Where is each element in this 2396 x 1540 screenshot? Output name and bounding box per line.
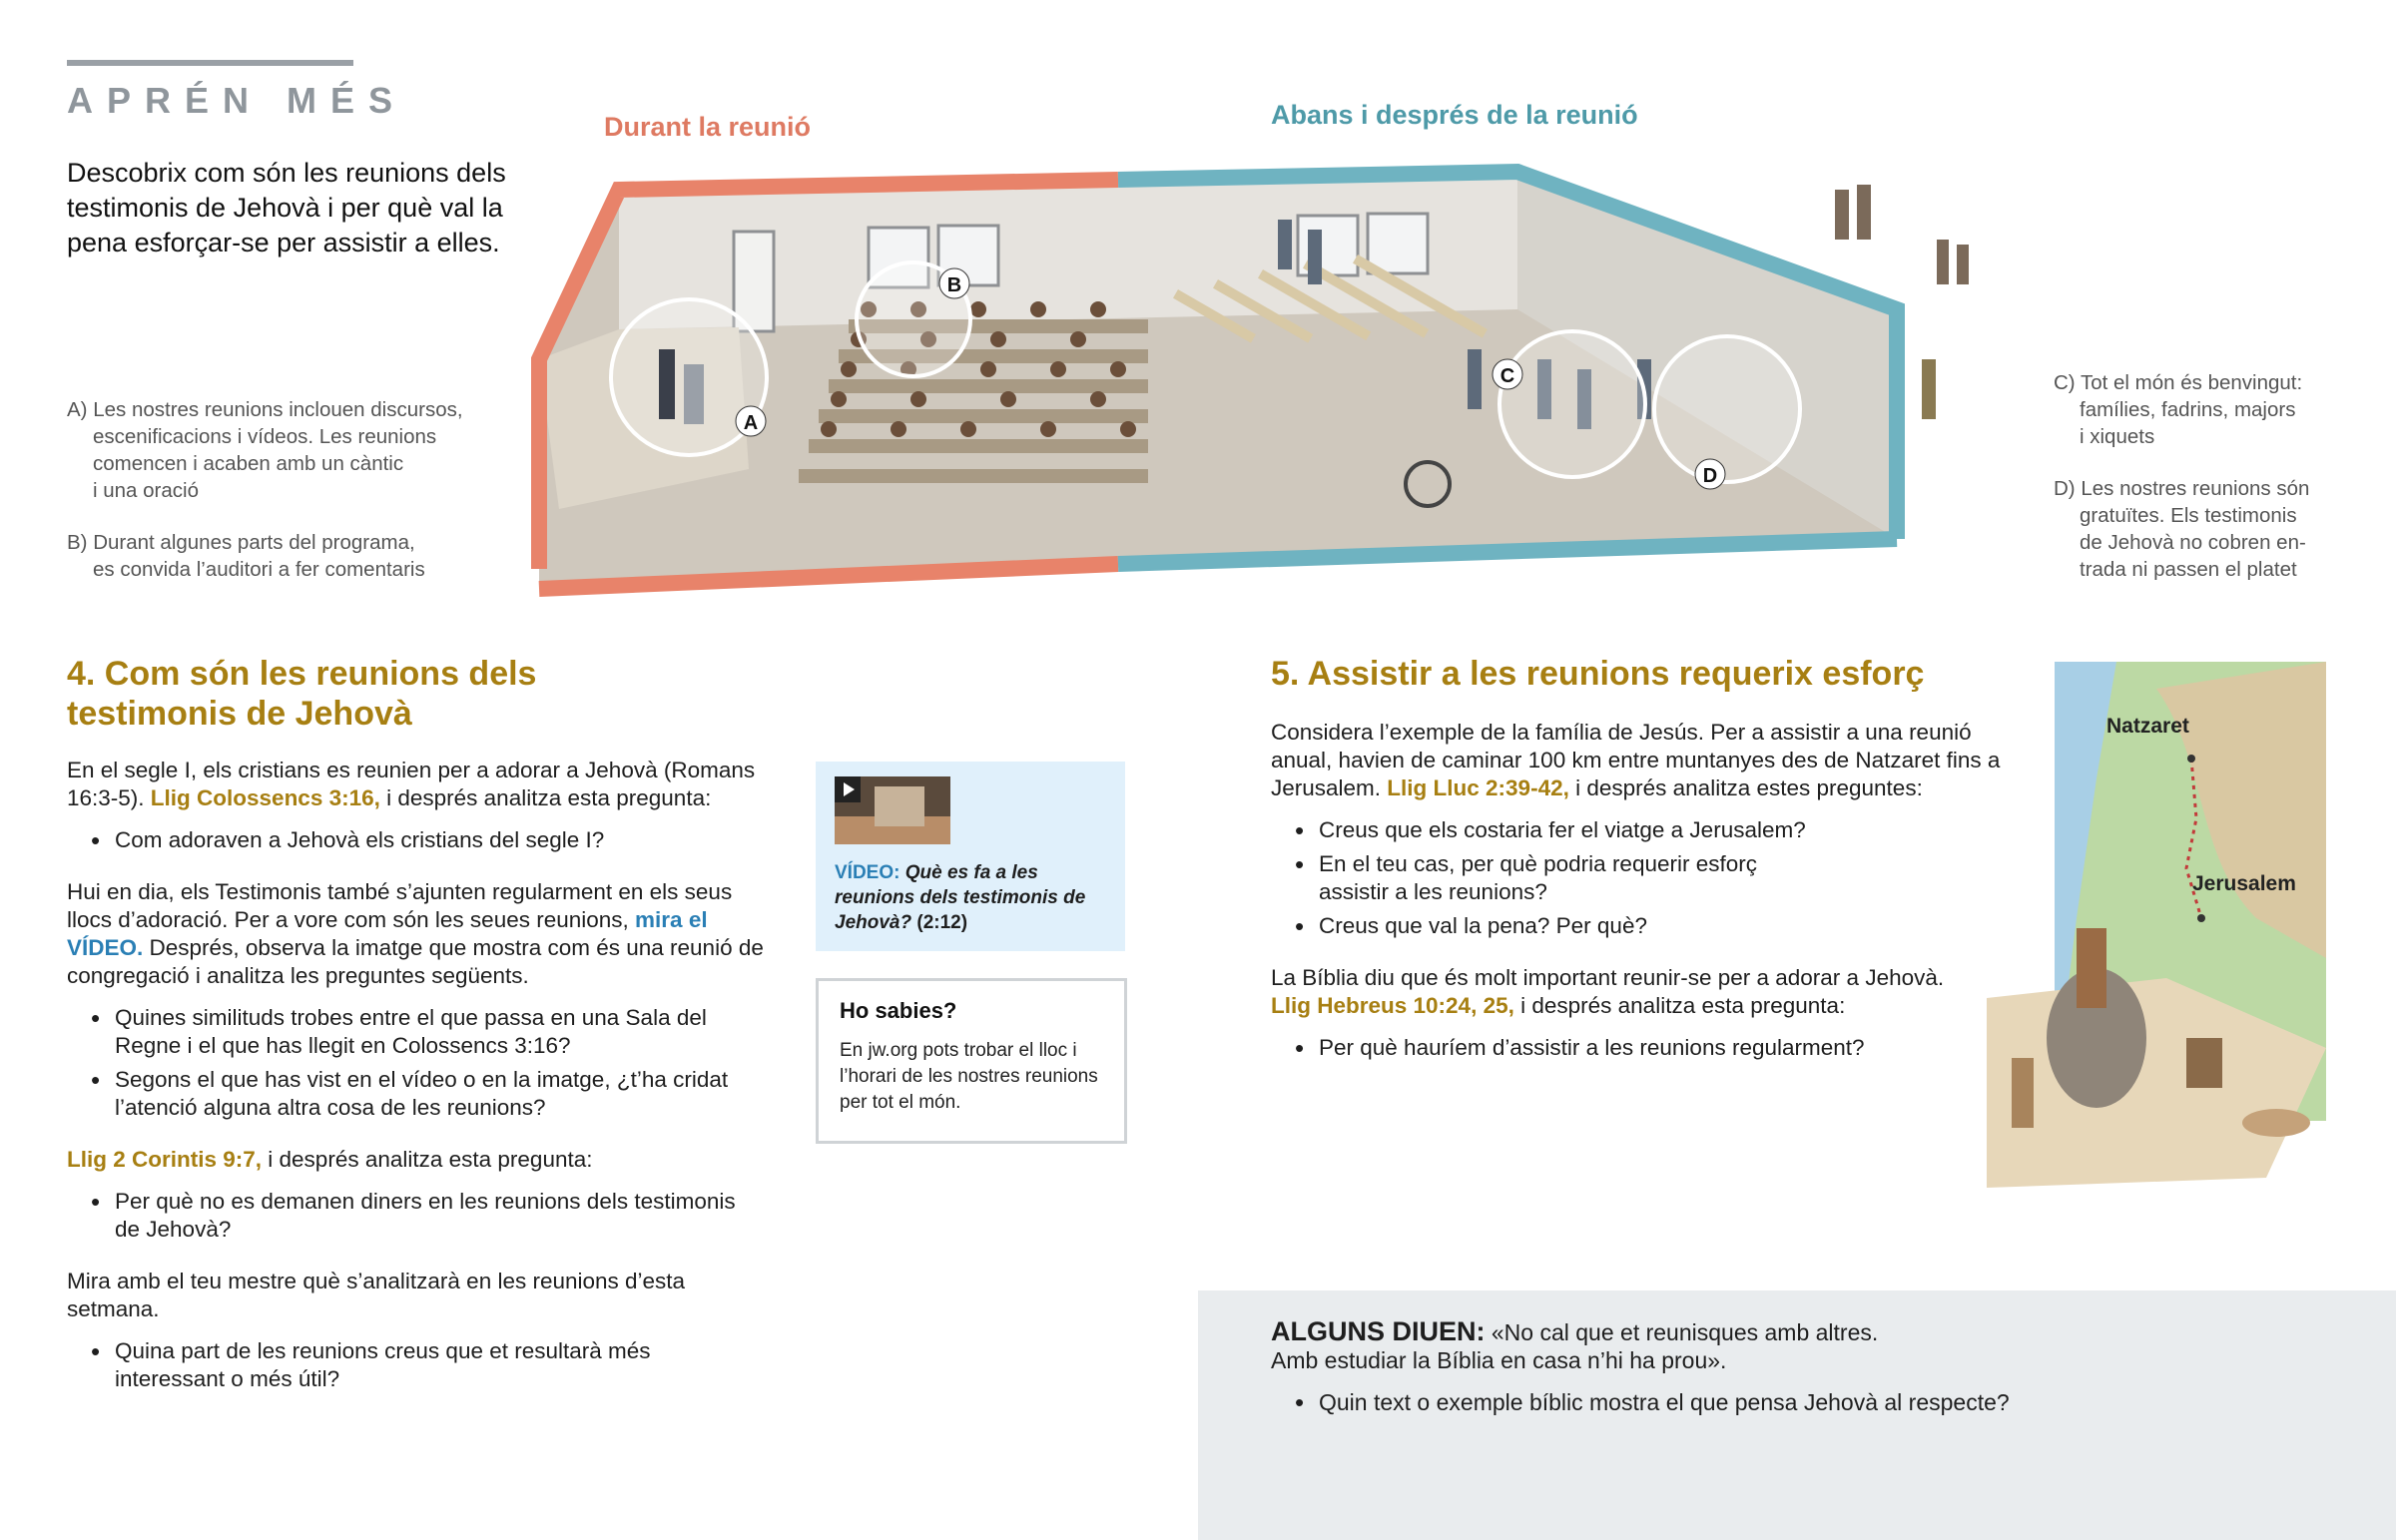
section-4-questions-3 [67,1188,766,1244]
section-4-questions-1 [67,826,766,854]
caption-d [2054,475,2373,583]
marker-d [1695,459,1725,489]
question-item [67,826,766,854]
caption-a-line: i una oració [93,479,199,502]
marker-b [939,268,969,298]
caption-c-line: i xiquets [2080,425,2155,448]
question-item: • Creus que val la pena? Per què? [1271,912,1830,940]
some-say-quote-line: Amb estudiar la Bíblia en casa n’hi ha prou». [1271,1347,1727,1373]
century-numeral: I [184,758,191,782]
caption-c-line: famílies, fadrins, majors [2080,398,2296,421]
marker-c [1493,359,1522,389]
section-5-questions-2 [1271,1034,2010,1062]
label-before-after-meeting: Abans i després de la reunió [1271,100,1638,130]
section-4-paragraph-2 [67,878,766,990]
text: Considera l’exemple de la família de Jesús. Per a assistir a una reunió anual, havien de caminar 100 km entre muntanyes des de Natzaret fins a Jerusalem. [1271,720,2001,800]
text: La Bíblia diu que és molt important reunir-se per a adorar a Jehovà. [1271,965,1945,990]
intro-text: Descobrix com són les reunions dels testimonis de Jehovà i per què val la pena esforçar-se per assistir a elles. [67,158,506,257]
caption-a-line: A) Les nostres reunions inclouen discursos, [67,398,463,421]
text: Com adoraven a Jehovà els cristians del segle [115,827,586,852]
city-dot [2187,755,2195,763]
text: i després analitza esta pregunta: [379,785,712,810]
speaker [659,349,675,419]
did-you-know-title: Ho sabies? [840,998,957,1023]
question-item: • Segons el que has vist en el vídeo o en la imatge, ¿t’ha cridat l’atenció alguna altra cosa de les reunions? [67,1066,766,1122]
section-4-heading-line: testimonis de Jehovà [67,695,412,733]
section-4-body [67,757,766,1399]
caption-a [67,396,506,504]
traveler-seated [2186,1038,2222,1088]
marker-a [736,406,766,436]
section-4-heading [67,654,626,734]
some-say-content [1271,1317,2269,1422]
caption-d-line: trada ni passen el platet [2080,558,2297,581]
section-4-paragraph-1 [67,757,766,812]
label-during-meeting: Durant la reunió [604,112,812,142]
section-4-paragraph-4: Mira amb el teu mestre què s’analitzarà en les reunions d’esta setmana. [67,1269,686,1321]
section-5-questions-1 [1271,816,1830,940]
question-item: • Quines similituds trobes entre el que passa en una Sala del Regne i el que has llegit en Colossencs 3:16? [67,1004,766,1060]
traveler-child [2012,1058,2034,1128]
some-say-questions [1271,1388,2269,1416]
text: i després analitza estes preguntes: [1568,775,1923,800]
text: Després, observa la imatge que mostra com és una reunió de congregació i analitza les preguntes següents. [67,935,764,988]
video-duration: (2:12) [916,912,968,933]
question-item: • Per què hauríem d’assistir a les reunions regularment? [1271,1034,2010,1062]
section-4-paragraph-3 [67,1146,766,1174]
video-link[interactable]: mira el VÍDEO. [67,907,708,960]
kingdom-hall-illustration [519,160,1977,609]
caption-b-line: B) Durant algunes parts del programa, [67,531,415,554]
header-rule [67,60,353,66]
podium [684,364,704,424]
question-item: • Quin text o exemple bíblic mostra el que pensa Jehovà al respecte? [1271,1388,2269,1416]
section-4-questions-4 [67,1337,766,1393]
marker-c-label: C [1499,365,1515,387]
question-item: • En el teu cas, per què podria requerir esforç assistir a les reunions? [1271,850,1830,906]
some-say-label: ALGUNS DIUEN: [1271,1316,1486,1346]
scripture-link-luke[interactable]: Llig Lluc 2:39-42, [1387,775,1569,800]
section-4-heading-line: 4. Com són les reunions dels [67,655,537,693]
caption-c-line: C) Tot el món és benvingut: [2054,371,2303,394]
caption-a-line: escenificacions i vídeos. Les reunions [93,425,437,448]
question-item: • Quina part de les reunions creus que et resultarà més interessant o més útil? [67,1337,766,1393]
video-title: Què es fa a les reunions dels testimonis de Jehovà? [835,862,1086,933]
city-label-nazareth: Natzaret [2106,715,2189,738]
caption-d-line: D) Les nostres reunions són [2054,477,2310,500]
scripture-link-hebrews[interactable]: Llig Hebreus 10:24, 25, [1271,993,1514,1018]
marker-d-label: D [1702,465,1718,487]
play-icon[interactable] [835,776,861,802]
century-numeral: I [585,827,592,852]
caption-d-line: de Jehovà no cobren en- [2080,531,2306,554]
video-label: VÍDEO: [835,862,900,883]
video-thumbnail[interactable] [835,776,950,844]
bedroll [2242,1109,2310,1137]
section-5-paragraph-2 [1271,964,1990,1020]
text: , els cristians es reunien per a adorar a Jehovà (Romans 16:3-5). [67,758,756,810]
text: Hui en dia, els Testimonis també s’ajunten regularment en els seus llocs d’adoració. Per a vore com són les seues reunions, [67,879,733,932]
section-kicker: APRÉN MÉS [67,80,407,121]
text: ? [591,827,605,852]
section-5-paragraph-1 [1271,719,2010,802]
caption-b [67,529,506,583]
text: En el segle [67,758,185,782]
city-label-jerusalem: Jerusalem [2192,872,2296,895]
text: i després analitza esta pregunta: [1513,993,1846,1018]
marker-b-label: B [946,274,962,296]
text: i després analitza esta pregunta: [262,1147,593,1172]
scripture-link-corinthians[interactable]: Llig 2 Corintis 9:7, [67,1147,263,1172]
section-4-questions-2 [67,1004,766,1122]
some-say-quote [1271,1317,2269,1346]
section-5-heading: 5. Assistir a les reunions requerix esforç [1271,655,1925,693]
scripture-link-colossians[interactable]: Llig Colossencs 3:16, [150,785,380,810]
city-dot [2197,914,2205,922]
section-5-body [1271,719,2010,1068]
traveler-man [2077,928,2106,1008]
caption-c [2054,369,2373,450]
caption-b-line: es convida l’auditori a fer comentaris [93,558,425,581]
question-item: • Creus que els costaria fer el viatge a Jerusalem? [1271,816,1830,844]
marker-a-label: A [743,412,759,434]
question-item: • Per què no es demanen diners en les reunions dels testimonis de Jehovà? [67,1188,766,1244]
text: «No cal que et reunisques amb altres. [1485,1319,1879,1345]
map-illustration [1967,659,2326,1198]
caption-a-line: comencen i acaben amb un càntic [93,452,404,475]
video-caption[interactable] [835,860,1114,935]
caption-d-line: gratuïtes. Els testimonis [2080,504,2297,527]
did-you-know-text: En jw.org pots trobar el lloc i l’horari de les nostres reunions per tot el món. [840,1040,1098,1113]
